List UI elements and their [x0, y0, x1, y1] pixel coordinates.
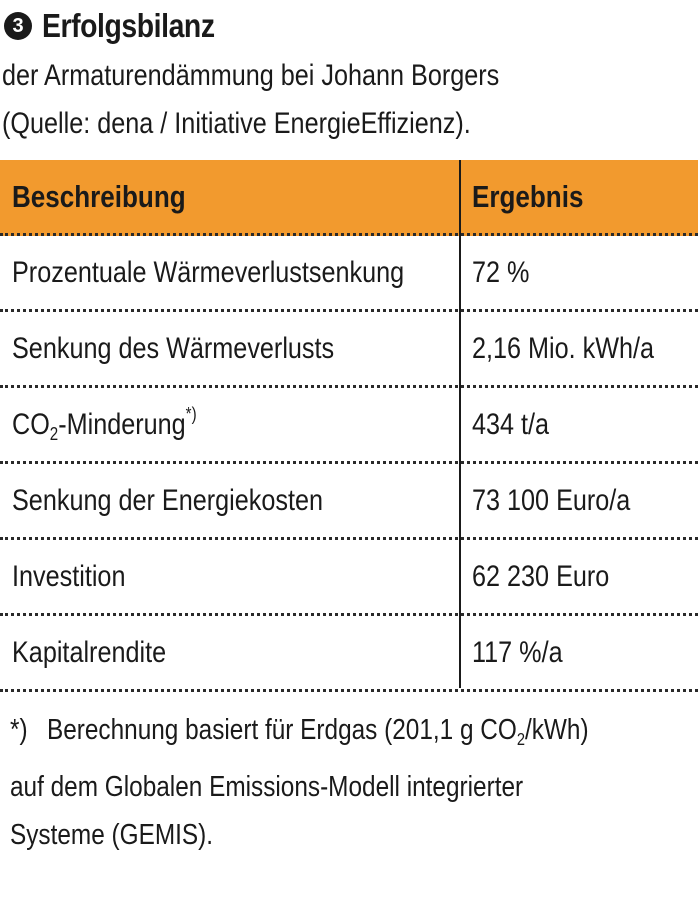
column-divider: [459, 160, 461, 688]
figure-heading: [4, 6, 243, 46]
row-label: Prozentuale Wärmeverlustsenkung: [12, 255, 405, 289]
footnote-text-pre: Berechnung basiert für Erdgas (201,1 g CO: [46, 714, 517, 746]
co2-subscript: 2: [49, 424, 59, 444]
table-row: [0, 616, 698, 692]
table-row: [0, 388, 698, 464]
row-label: Senkung der Energiekosten: [12, 483, 324, 517]
footnote-marker: *): [185, 404, 197, 424]
row-label-co2: [12, 404, 197, 445]
co2-text: CO: [12, 408, 50, 441]
table-row: [0, 464, 698, 540]
results-table: [0, 160, 698, 692]
row-label: Kapitalrendite: [12, 635, 167, 669]
table-row: [0, 236, 698, 312]
row-value: 73 100 Euro/a: [472, 483, 631, 517]
footnote-line1: [10, 706, 682, 763]
figure-subtitle-line1: der Armaturendämmung bei Johann Borgers: [2, 59, 500, 92]
footnote-co2-subscript: 2: [516, 729, 525, 749]
table-header-row: [0, 160, 698, 236]
figure-subtitle-line2: (Quelle: dena / Initiative EnergieEffizienz).: [2, 107, 471, 140]
table-row: [0, 312, 698, 388]
row-value: 62 230 Euro: [472, 559, 610, 593]
row-value: 72 %: [472, 255, 530, 289]
figure-number-badge: 3: [4, 12, 32, 40]
row-value: 2,16 Mio. kWh/a: [472, 331, 655, 365]
column-header-beschreibung: Beschreibung: [12, 178, 186, 214]
footnote-line2: auf dem Globalen Emissions-Modell integrierter: [10, 771, 524, 803]
table-row: [0, 540, 698, 616]
row-value: 434 t/a: [472, 407, 550, 441]
footnote-mark: *): [10, 714, 28, 746]
figure-title: Erfolgsbilanz: [42, 7, 215, 44]
row-value: 117 %/a: [472, 635, 563, 669]
footnote-text-post: /kWh): [524, 714, 589, 746]
footnote: [10, 706, 698, 859]
footnote-line3: Systeme (GEMIS).: [10, 819, 214, 851]
row-label: Senkung des Wärmeverlusts: [12, 331, 335, 365]
minderung-text: -Minderung: [58, 408, 186, 441]
row-label: Investition: [12, 559, 126, 593]
column-header-ergebnis: Ergebnis: [472, 178, 584, 214]
